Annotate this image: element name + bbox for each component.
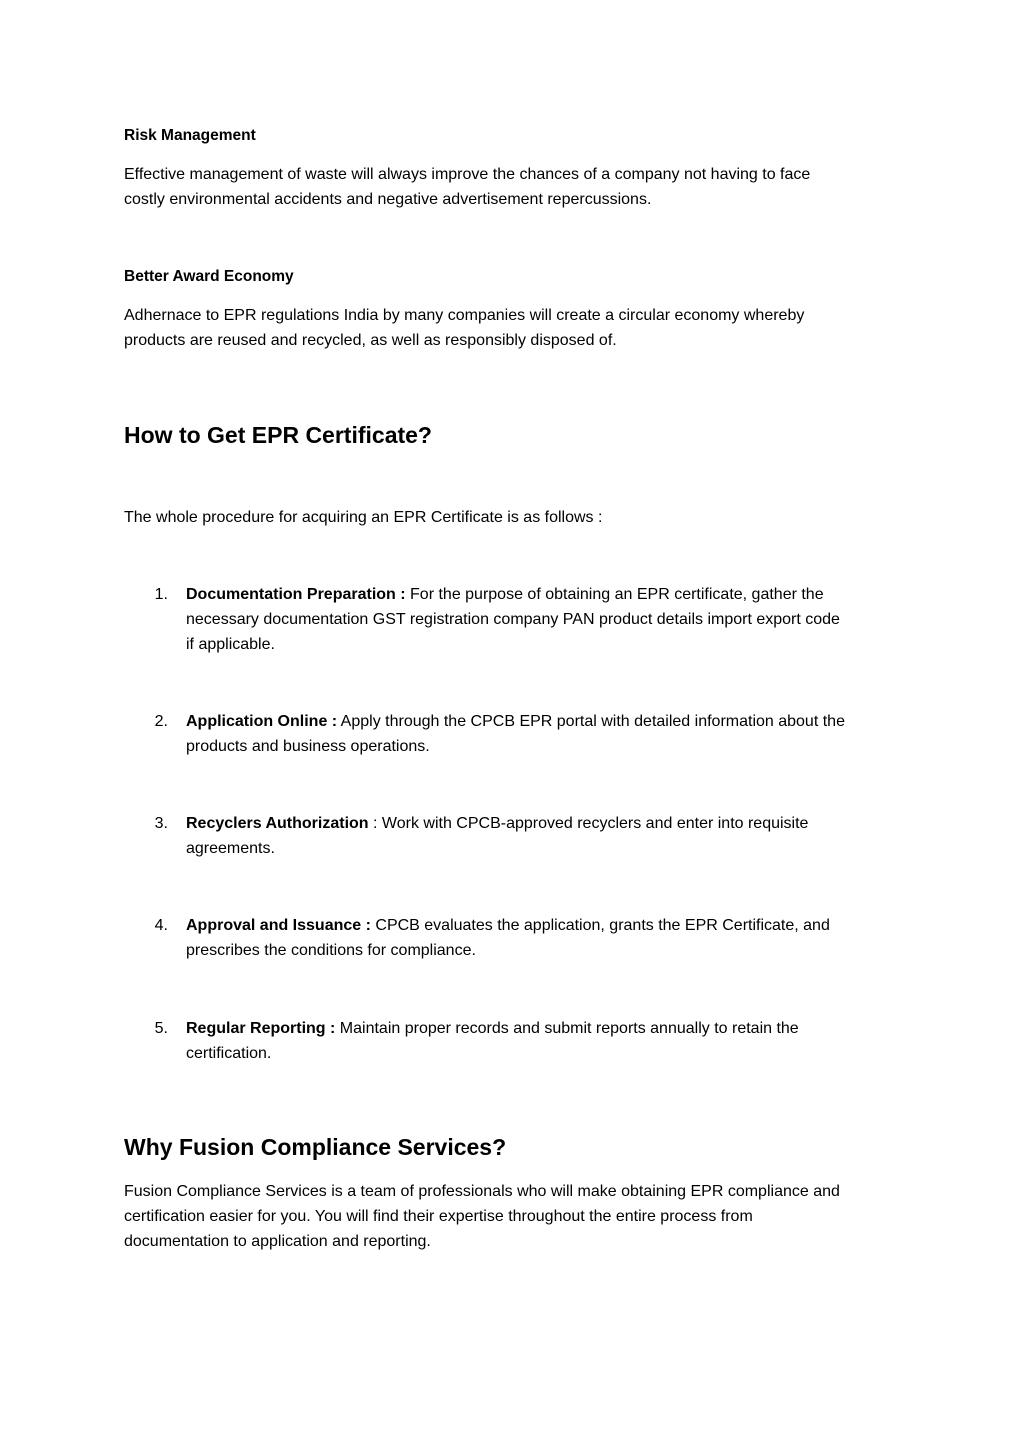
- list-item-title: Approval and Issuance :: [186, 917, 371, 934]
- better-award-economy-heading: Better Award Economy: [124, 268, 294, 285]
- list-item-title: Documentation Preparation :: [186, 586, 406, 603]
- list-item-text: For the purpose of obtaining an EPR certificate, gather the: [405, 586, 824, 603]
- list-item-text: Apply through the CPCB EPR portal with detailed information about the: [337, 713, 845, 730]
- epr-certificate-heading: How to Get EPR Certificate?: [124, 422, 432, 448]
- list-item-line-1: [186, 811, 808, 836]
- list-item-number: 4.: [154, 917, 168, 934]
- list-item-line-2: agreements.: [186, 840, 275, 857]
- list-item-line-2: necessary documentation GST registration company PAN product details import export code: [186, 611, 840, 628]
- fusion-compliance-text-line-3: documentation to application and reporting.: [124, 1233, 431, 1250]
- list-item-line-2: prescribes the conditions for compliance.: [186, 942, 476, 959]
- risk-management-text-line-2: costly environmental accidents and negative advertisement repercussions.: [124, 191, 652, 208]
- list-item-title: Recyclers Authorization: [186, 815, 369, 832]
- risk-management-text-line-1: Effective management of waste will always improve the chances of a company not having to face: [124, 166, 811, 183]
- list-item-line-1: [186, 709, 845, 734]
- list-item-title: Regular Reporting :: [186, 1020, 336, 1037]
- better-award-economy-text-line-1: Adhernace to EPR regulations India by many companies will create a circular economy whereby: [124, 307, 805, 324]
- list-item-number: 3.: [154, 815, 168, 832]
- list-item-number: 2.: [154, 713, 168, 730]
- list-item-title: Application Online :: [186, 713, 338, 730]
- epr-procedure-intro: The whole procedure for acquiring an EPR Certificate is as follows :: [124, 509, 603, 526]
- risk-management-heading: Risk Management: [124, 127, 256, 144]
- list-item-text: CPCB evaluates the application, grants the EPR Certificate, and: [370, 917, 830, 934]
- list-item-line-1: [186, 913, 830, 938]
- list-item-line-3: if applicable.: [186, 636, 275, 653]
- fusion-compliance-heading: Why Fusion Compliance Services?: [124, 1134, 507, 1160]
- fusion-compliance-text-line-2: certification easier for you. You will find their expertise throughout the entire process from: [124, 1208, 753, 1225]
- list-item-number: 1.: [154, 586, 168, 603]
- list-item-line-1: [186, 582, 824, 607]
- list-item-line-2: certification.: [186, 1045, 272, 1062]
- list-item-line-1: [186, 1016, 799, 1041]
- list-item-text: Maintain proper records and submit reports annually to retain the: [335, 1020, 799, 1037]
- fusion-compliance-text-line-1: Fusion Compliance Services is a team of professionals who will make obtaining EPR compliance and: [124, 1183, 840, 1200]
- list-item-number: 5.: [154, 1020, 168, 1037]
- list-item-line-2: products and business operations.: [186, 738, 430, 755]
- better-award-economy-text-line-2: products are reused and recycled, as well as responsibly disposed of.: [124, 332, 617, 349]
- list-item-text: : Work with CPCB-approved recyclers and enter into requisite: [368, 815, 809, 832]
